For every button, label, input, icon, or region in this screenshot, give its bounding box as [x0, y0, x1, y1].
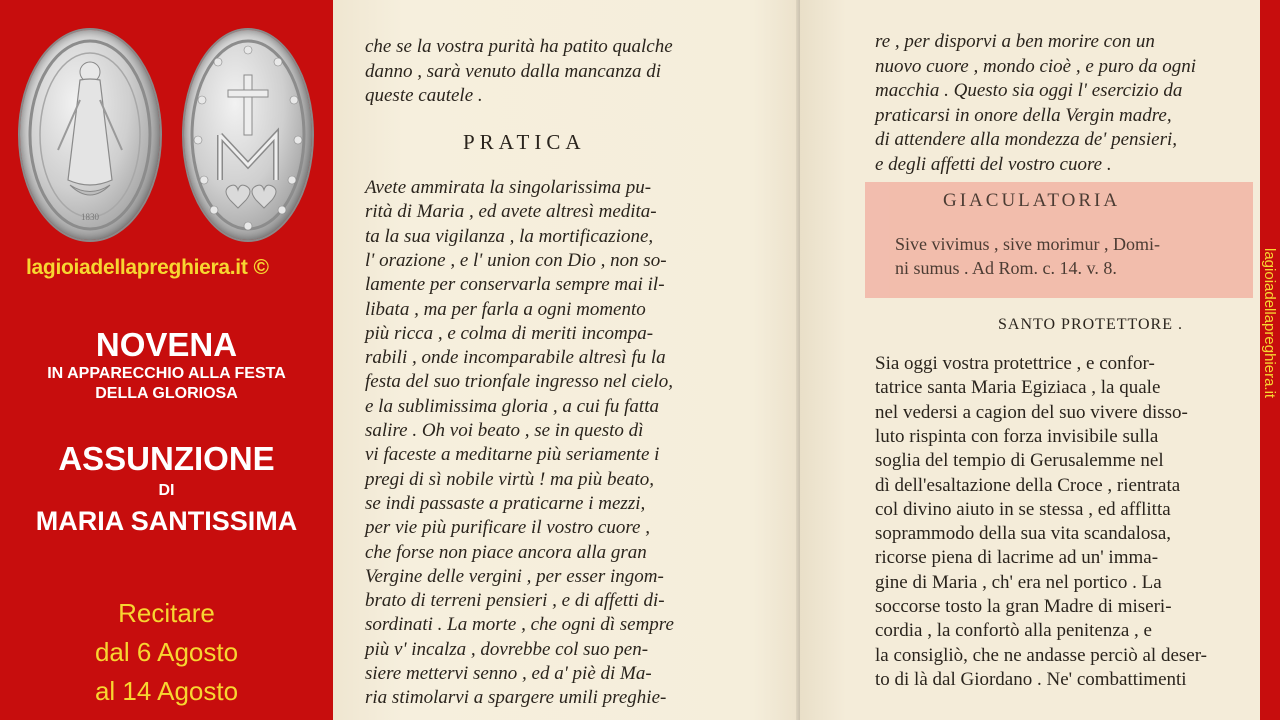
text-line: pregi di sì nobile virtù ! ma più beato, [365, 468, 655, 490]
text-line: e la sublimissima gloria , a cui fu fatta [365, 395, 659, 417]
text-line: di attendere alla mondezza de' pensieri, [875, 129, 1178, 150]
text-line: to di là dal Giordano . Ne' combattimenti [875, 668, 1187, 690]
book-page-left [333, 0, 800, 720]
title-subline-2: DELLA GLORIOSA [95, 385, 238, 402]
text-line: più v' incalza , dovrebbe col suo pen- [365, 638, 649, 660]
text-line: tatrice santa Maria Egiziaca , la quale [875, 377, 1161, 399]
left-panel [0, 0, 333, 720]
site-name-text: lagioiadellapreghiera.it [26, 256, 248, 279]
title-di: DI [158, 482, 175, 499]
svg-text:1830: 1830 [81, 212, 99, 222]
text-line: più ricca , e colma di meriti incompa- [365, 322, 654, 344]
text-line: soprammodo della sua vita scandalosa, [875, 523, 1172, 545]
text-line: Avete ammirata la singolarissima pu- [365, 177, 652, 198]
text-line: salire . Oh voi beato , se in questo dì [365, 420, 644, 441]
text-line: soglia del tempio di Gerusalemme nel [875, 450, 1164, 472]
title-novena: NOVENA [95, 326, 238, 363]
giaculatoria-title: GIACULATORIA [943, 190, 1121, 211]
text-line: sordinati . La morte , che ogni dì sempre [365, 614, 674, 636]
text-line: danno , sarà venuto dalla mancanza di [365, 60, 662, 82]
text-line: gine di Maria , ch' era nel portico . La [875, 571, 1162, 593]
text-line: e degli affetti del vostro cuore . [875, 153, 1112, 175]
giaculatoria-line-2: ni sumus . Ad Rom. c. 14. v. 8. [895, 258, 1117, 278]
text-line: per vie più purificare il vostro cuore , [365, 517, 650, 539]
book-page-right [800, 0, 1260, 720]
giaculatoria-line-1: Sive vivimus , sive morimur , Domi- [895, 234, 1160, 254]
text-line: siere mettervi senno , ed a' piè di Ma- [365, 663, 652, 684]
recitare-start-date: dal 6 Agosto [94, 637, 239, 667]
text-line: soccorse tosto la gran Madre di miseri- [875, 596, 1172, 617]
text-line: se indi passaste a praticarne i mezzi, [365, 492, 646, 514]
recitare-end-date: al 14 Agosto [94, 676, 239, 706]
miraculous-medal-back-image [184, 30, 312, 240]
title-subline-1: IN APPARECCHIO ALLA FESTA [47, 365, 286, 382]
recitare-line: Recitare [118, 598, 215, 628]
text-line: dì dell'esaltazione della Croce , rientrata [875, 474, 1181, 496]
text-line: col divino aiuto in se stessa , ed afflitta [875, 498, 1171, 520]
giaculatoria-highlight-box [865, 182, 1253, 298]
text-line: praticarsi in onore della Vergin madre, [875, 104, 1172, 126]
text-line: cordia , la confortò alla penitenza , e [875, 620, 1152, 642]
santo-protettore-heading: SANTO PROTETTORE . [998, 316, 1183, 333]
vertical-site-watermark: lagioiadellapreghiera.it [1261, 248, 1278, 399]
text-line: libata , ma per farla a ogni momento [365, 298, 646, 320]
text-line: vi faceste a meditarne più seriamente i [365, 444, 660, 466]
text-line: festa del suo trionfale ingresso nel cielo, [365, 371, 674, 393]
text-line: Sia oggi vostra protettrice , e confor- [875, 353, 1155, 374]
cross-and-m-icon [184, 30, 312, 240]
text-line: lamente per conservarla sempre mai il- [365, 274, 665, 296]
text-line: rità di Maria , ed avete altresì medita- [365, 201, 657, 223]
text-line: nel vedersi a cagion del suo vivere disso- [875, 401, 1188, 423]
text-line: che forse non piace ancora alla gran [365, 541, 647, 563]
text-line: re , per disporvi a ben morire con un [875, 31, 1155, 52]
text-line: ria stimolarvi a spargere umili preghie- [365, 687, 667, 709]
site-name-label [26, 256, 316, 286]
miraculous-medal-front-image [20, 30, 160, 240]
text-line: che se la vostra purità ha patito qualche [365, 36, 673, 57]
text-line: rabili , onde incomparabile altresì fu la [365, 347, 666, 369]
text-line: Vergine delle vergini , per esser ingom- [365, 565, 664, 587]
title-assunzione: ASSUNZIONE [58, 440, 275, 477]
text-line: luto rispinta con forza invisibile sulla [875, 425, 1159, 447]
pratica-heading: PRATICA [463, 130, 586, 154]
virgin-mary-icon [20, 30, 160, 240]
copyright-mark: © [253, 256, 269, 279]
text-line: ta la sua vigilanza , la mortificazione, [365, 225, 654, 247]
text-line: brato di terreni pensieri , e di affetti di- [365, 590, 665, 612]
recitation-dates [0, 594, 333, 711]
text-line: macchia . Questo sia oggi l' esercizio da [875, 80, 1183, 101]
text-line: nuovo cuore , mondo cioè , e puro da ogni [875, 55, 1197, 77]
novena-title [0, 326, 333, 404]
text-line: ricorse piena di lacrime ad un' imma- [875, 547, 1159, 569]
title-maria-santissima: MARIA SANTISSIMA [35, 506, 298, 536]
text-line: queste cautele . [365, 85, 483, 106]
text-line: la consigliò, che ne andasse perciò al deser- [875, 644, 1207, 666]
text-line: l' orazione , e l' union con Dio , non so- [365, 249, 667, 271]
